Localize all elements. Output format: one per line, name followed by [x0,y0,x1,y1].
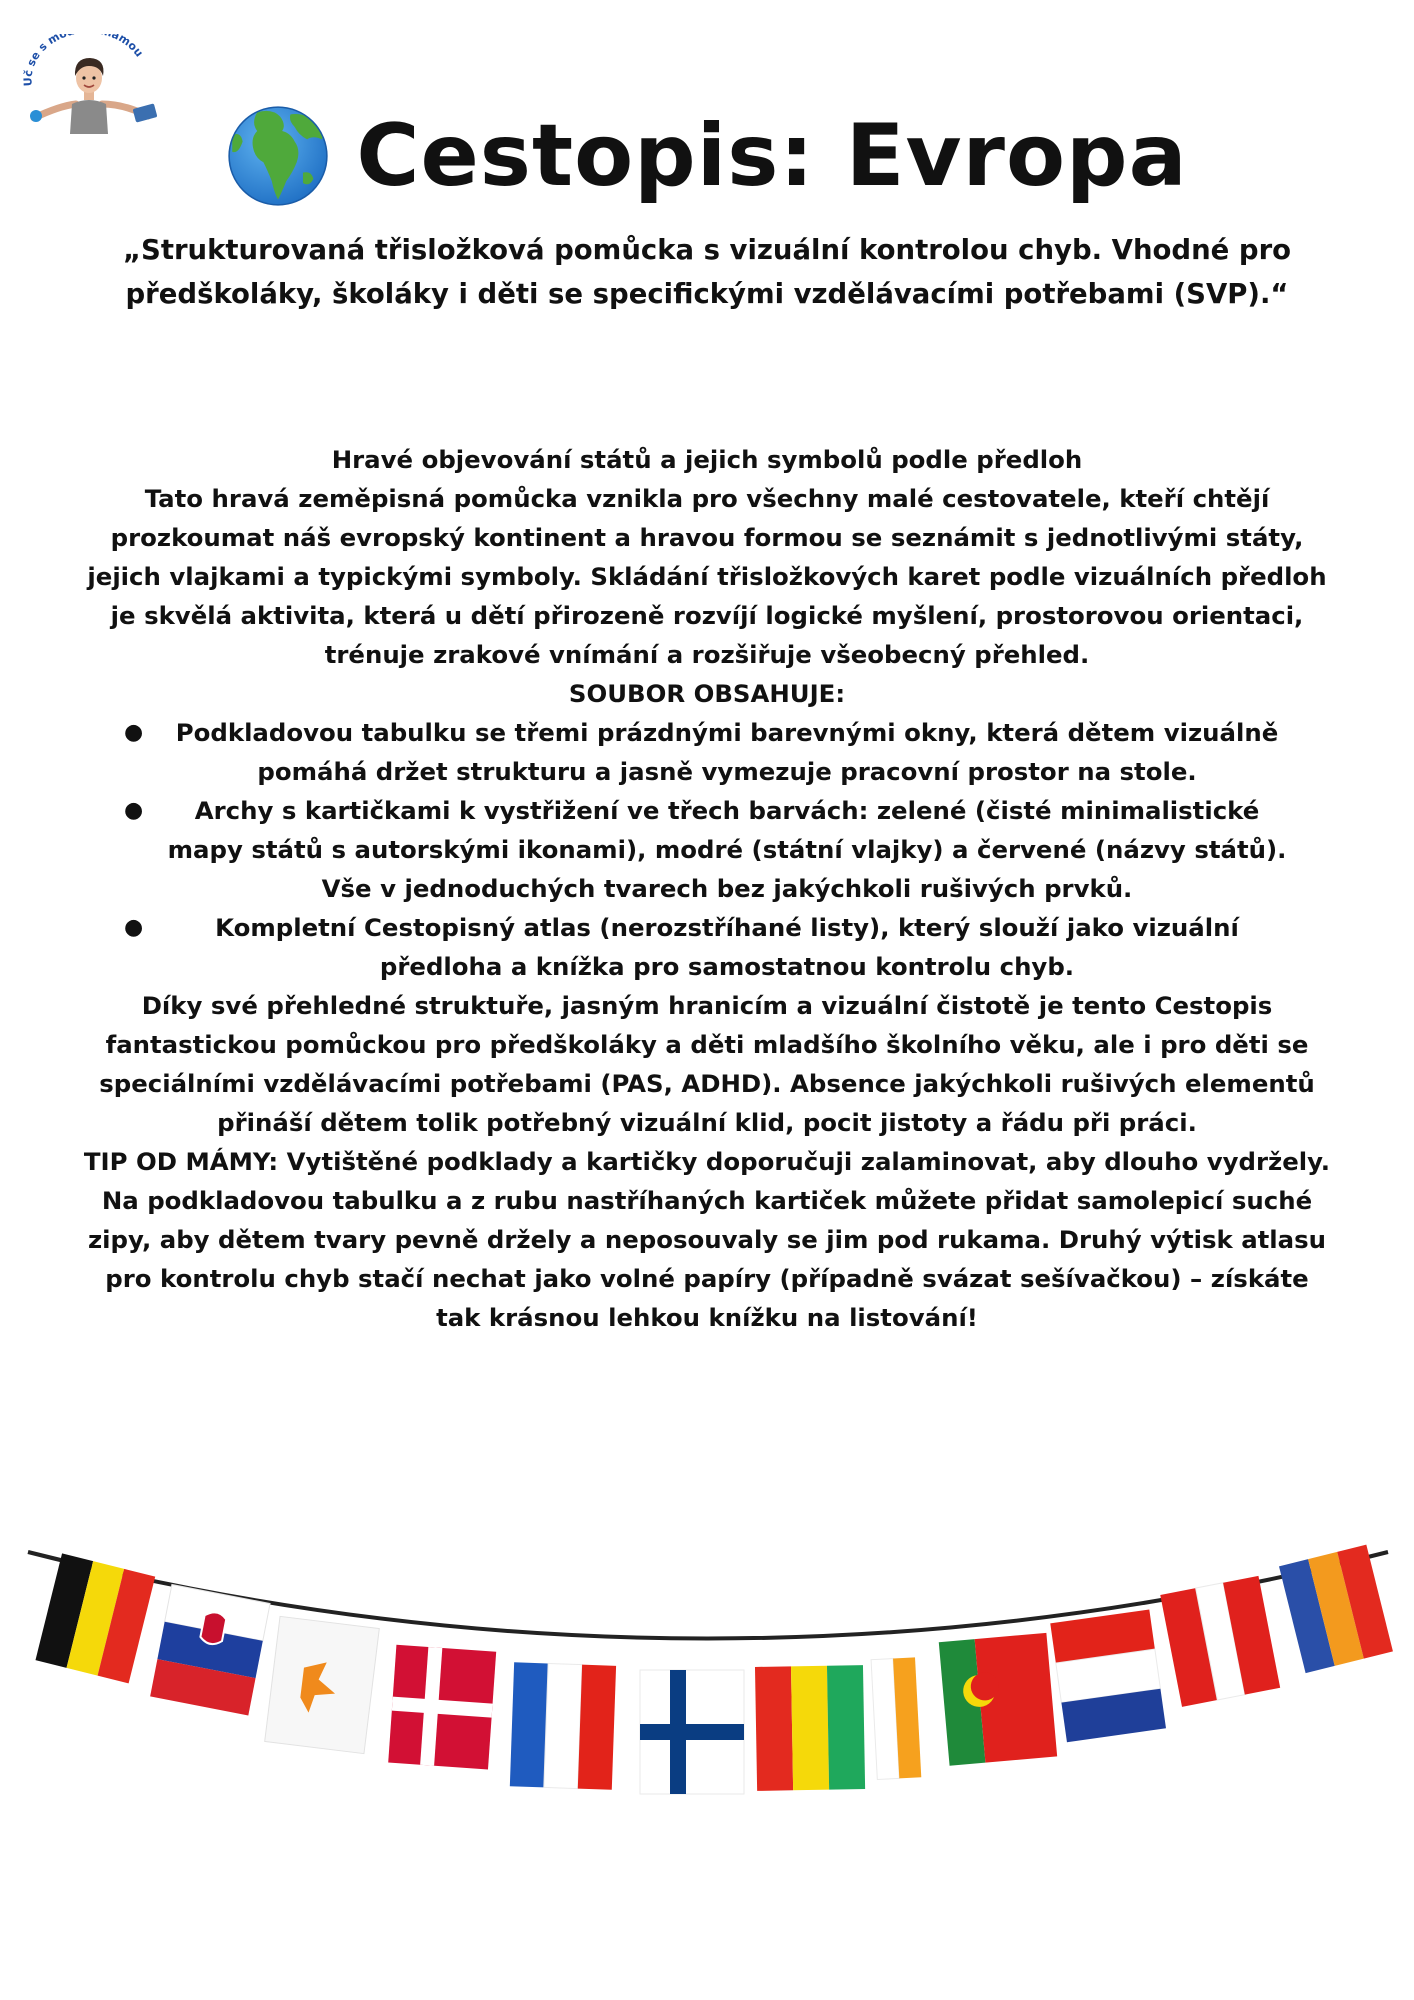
page-title: Cestopis: Evropa [356,106,1188,206]
flag-icon [150,1584,270,1715]
list-item-text: Archy s kartičkami k vystřižení ve třech barvách: zelené (čisté minimalistické mapy států s autorskými ikonami), modré (státní vlajky) a červené (názvy států). Vše v jednoduchých tvarech bez jakýchkoli rušivých prvků. [167,796,1287,903]
list-item [80,908,1334,986]
flag-garland-illustration [0,1520,1414,1860]
flag-icon [35,1553,155,1683]
tagline: „Strukturovaná třisložková pomůcka s vizuální kontrolou chyb. Vhodné pro předškoláky, školáky i děti se specifickými vzdělávacími potřebami (SVP).“ [122,234,1292,310]
intro-heading: Hravé objevování států a jejich symbolů podle předloh [331,445,1083,474]
globe-icon [226,104,330,208]
flag-icon [510,1662,616,1789]
contents-list [80,713,1334,986]
bullet-icon: ● [124,798,144,823]
flag-icon [640,1670,744,1794]
title-row [0,104,1414,208]
list-item [80,791,1334,908]
intro-text: Tato hravá zeměpisná pomůcka vznikla pro všechny malé cestovatele, kteří chtějí prozkoumat náš evropský kontinent a hravou formou se seznámit s jednotlivými státy, jejich vlajkami a typickými symboly. Skládání třisložkových karet podle vizuálních předloh je skvělá aktivita, která u dětí přirozeně rozvíjí logické myšlení, prostorovou orientaci, trénuje zrakové vnímání a rozšiřuje všeobecný přehled. [87,484,1327,669]
bullet-icon: ● [124,915,144,940]
logo-text: Uč se s mo ámou [21,34,146,87]
description [80,440,1334,1337]
bullet-icon: ● [124,720,144,745]
list-item-text: Kompletní Cestopisný atlas (nerozstříhané listy), který slouží jako vizuální předloha a knížka pro samostatnou kontrolu chyb. [215,913,1239,981]
flag-icon [388,1645,496,1770]
flag-icon [265,1616,380,1753]
list-item [80,713,1334,791]
flag-icon [755,1665,865,1791]
flag-icon [1279,1545,1393,1674]
flag-icon [871,1657,921,1779]
flag-icon [939,1633,1057,1766]
tip-text: TIP OD MÁMY: Vytištěné podklady a kartičky doporučuji zalaminovat, aby dlouho vydržely. Na podkladovou tabulku a z rubu nastříhaných kartiček můžete přidat samolepicí suché zipy, aby dětem tvary pevně držely a neposouvaly se jim pod rukama. Druhý výtisk atlasu pro kontrolu chyb stačí nechat jako volné papíry (případně svázat sešívačkou) – získáte tak krásnou lehkou knížku na listování! [83,1147,1331,1332]
flag-icon [1050,1609,1166,1742]
contents-heading: SOUBOR OBSAHUJE: [568,679,846,708]
list-item-text: Podkladovou tabulku se třemi prázdnými barevnými okny, která dětem vizuálně pomáhá držet strukturu a jasně vymezuje pracovní prostor na stole. [175,718,1279,786]
flag-icon [1160,1576,1280,1707]
benefits-text: Díky své přehledné struktuře, jasným hranicím a vizuální čistotě je tento Cestopis fantastickou pomůckou pro předškoláky a děti mladšího školního věku, ale i pro děti se speciálními vzdělávacími potřebami (PAS, ADHD). Absence jakýchkoli rušivých elementů přináší dětem tolik potřebný vizuální klid, pocit jistoty a řádu při práci. [99,991,1315,1137]
